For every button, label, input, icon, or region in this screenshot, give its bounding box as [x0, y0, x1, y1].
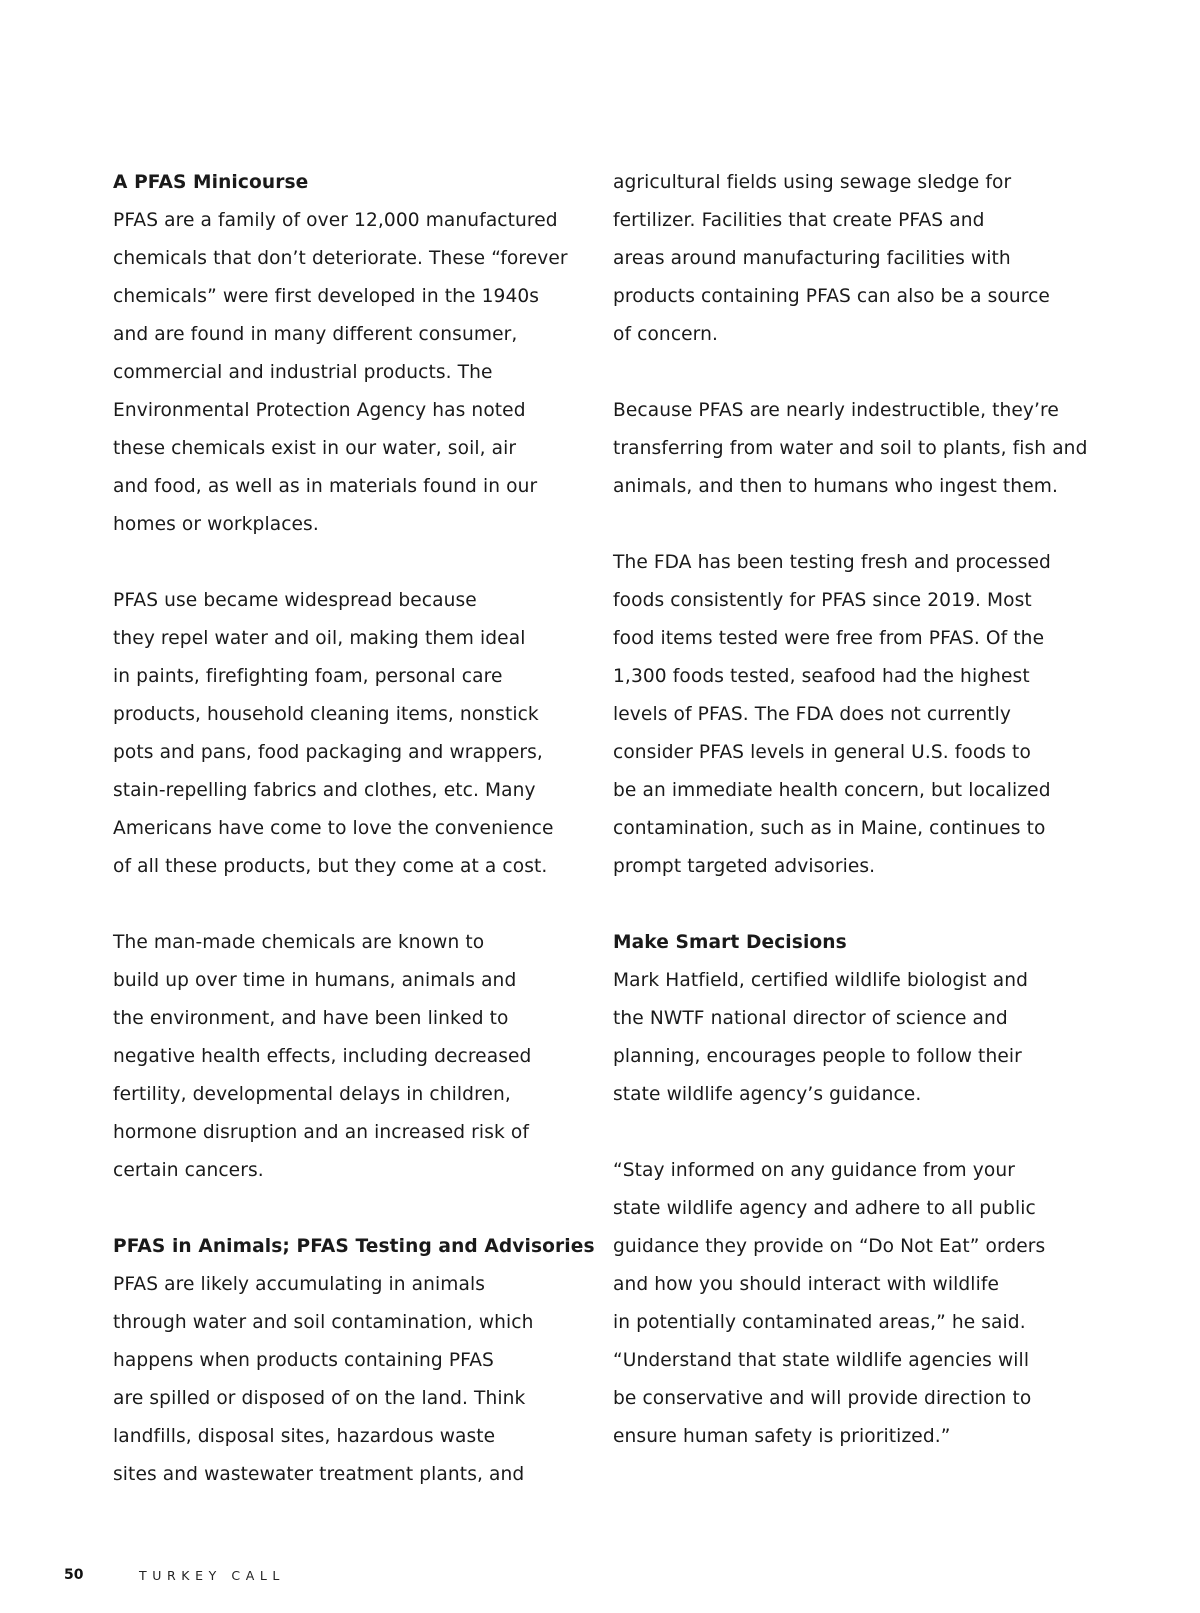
text-line: stain-repelling fabrics and clothes, etc. Many [113, 780, 536, 801]
text-line: fertility, developmental delays in children, [113, 1084, 511, 1105]
paragraph-health-effects [113, 924, 583, 1190]
text-line: animals, and then to humans who ingest them. [613, 476, 1058, 497]
text-line: of all these products, but they come at a cost. [113, 856, 548, 877]
text-line: certain cancers. [113, 1160, 264, 1181]
paragraph-contamination-sources [613, 164, 1083, 354]
text-line: agricultural fields using sewage sledge for [613, 172, 1012, 193]
text-line: Mark Hatfield, certified wildlife biologist and [613, 970, 1028, 991]
text-line: these chemicals exist in our water, soil, air [113, 438, 517, 459]
text-line: homes or workplaces. [113, 514, 319, 535]
text-line: ensure human safety is prioritized.” [613, 1426, 951, 1447]
text-line: Because PFAS are nearly indestructible, they’re [613, 400, 1059, 421]
text-line: guidance they provide on “Do Not Eat” orders [613, 1236, 1046, 1257]
text-line: planning, encourages people to follow their [613, 1046, 1022, 1067]
section-heading-pfas-in-animals: PFAS in Animals; PFAS Testing and Advisories [113, 1236, 595, 1257]
text-line: products, household cleaning items, nonstick [113, 704, 539, 725]
text-line: Americans have come to love the convenience [113, 818, 554, 839]
text-line: and how you should interact with wildlife [613, 1274, 1000, 1295]
text-line: be an immediate health concern, but localized [613, 780, 1051, 801]
text-line: negative health effects, including decreased [113, 1046, 532, 1067]
text-line: Environmental Protection Agency has noted [113, 400, 526, 421]
text-line: PFAS use became widespread because [113, 590, 477, 611]
left-column [113, 164, 595, 1494]
text-line: PFAS are likely accumulating in animals [113, 1274, 486, 1295]
text-line: fertilizer. Facilities that create PFAS and [613, 210, 985, 231]
text-line: levels of PFAS. The FDA does not currently [613, 704, 1012, 725]
text-line: the NWTF national director of science and [613, 1008, 1008, 1029]
text-line: commercial and industrial products. The [113, 362, 493, 383]
text-line: landfills, disposal sites, hazardous waste [113, 1426, 496, 1447]
text-line: and are found in many different consumer, [113, 324, 518, 345]
text-line: 1,300 foods tested, seafood had the highest [613, 666, 1030, 687]
text-line: areas around manufacturing facilities with [613, 248, 1011, 269]
text-line: they repel water and oil, making them ideal [113, 628, 526, 649]
paragraph-gap [613, 354, 1083, 392]
section-heading-make-smart-decisions: Make Smart Decisions [613, 932, 847, 953]
paragraph-gap [613, 886, 1083, 924]
magazine-name: TURKEY CALL [139, 1568, 285, 1583]
paragraph-indestructible [613, 392, 1088, 506]
text-line: “Understand that state wildlife agencies will [613, 1350, 1030, 1371]
paragraph-hatfield-intro [613, 962, 1083, 1114]
text-line: in potentially contaminated areas,” he said. [613, 1312, 1026, 1333]
text-line: food items tested were free from PFAS. Of the [613, 628, 1045, 649]
text-line: chemicals” were first developed in the 1940s [113, 286, 540, 307]
paragraph-gap [613, 506, 1083, 544]
text-line: The FDA has been testing fresh and processed [613, 552, 1051, 573]
paragraph-hatfield-quote [613, 1152, 1083, 1456]
text-line: chemicals that don’t deteriorate. These “forever [113, 248, 568, 269]
text-line: the environment, and have been linked to [113, 1008, 509, 1029]
paragraph-gap [113, 886, 583, 924]
paragraph-gap [113, 544, 583, 582]
paragraph-pfas-definition [113, 202, 583, 544]
text-line: state wildlife agency and adhere to all public [613, 1198, 1036, 1219]
text-line: “Stay informed on any guidance from your [613, 1160, 1015, 1181]
text-line: The man-made chemicals are known to [113, 932, 485, 953]
paragraph-pfas-uses [113, 582, 583, 886]
section-heading-pfas-minicourse: A PFAS Minicourse [113, 172, 309, 193]
text-line: of concern. [613, 324, 718, 345]
paragraph-fda-testing [613, 544, 1083, 886]
text-line: state wildlife agency’s guidance. [613, 1084, 922, 1105]
text-line: contamination, such as in Maine, continues to [613, 818, 1046, 839]
text-line: happens when products containing PFAS [113, 1350, 494, 1371]
paragraph-animal-accumulation [113, 1266, 583, 1494]
text-line: products containing PFAS can also be a source [613, 286, 1050, 307]
text-line: hormone disruption and an increased risk of [113, 1122, 529, 1143]
text-line: in paints, firefighting foam, personal care [113, 666, 503, 687]
text-line: pots and pans, food packaging and wrappers, [113, 742, 543, 763]
text-line: PFAS are a family of over 12,000 manufactured [113, 210, 558, 231]
text-line: build up over time in humans, animals and [113, 970, 517, 991]
paragraph-gap [113, 1190, 583, 1228]
text-line: are spilled or disposed of on the land. Think [113, 1388, 526, 1409]
text-line: prompt targeted advisories. [613, 856, 876, 877]
text-line: through water and soil contamination, which [113, 1312, 534, 1333]
page-number: 50 [64, 1567, 84, 1583]
text-line: foods consistently for PFAS since 2019. Most [613, 590, 1032, 611]
text-line: consider PFAS levels in general U.S. foods to [613, 742, 1031, 763]
page-footer [64, 1566, 285, 1584]
text-line: and food, as well as in materials found in our [113, 476, 538, 497]
text-line: be conservative and will provide direction to [613, 1388, 1032, 1409]
text-line: sites and wastewater treatment plants, and [113, 1464, 525, 1485]
text-line: transferring from water and soil to plants, fish and [613, 438, 1088, 459]
right-column [613, 164, 1088, 1456]
paragraph-gap [613, 1114, 1083, 1152]
